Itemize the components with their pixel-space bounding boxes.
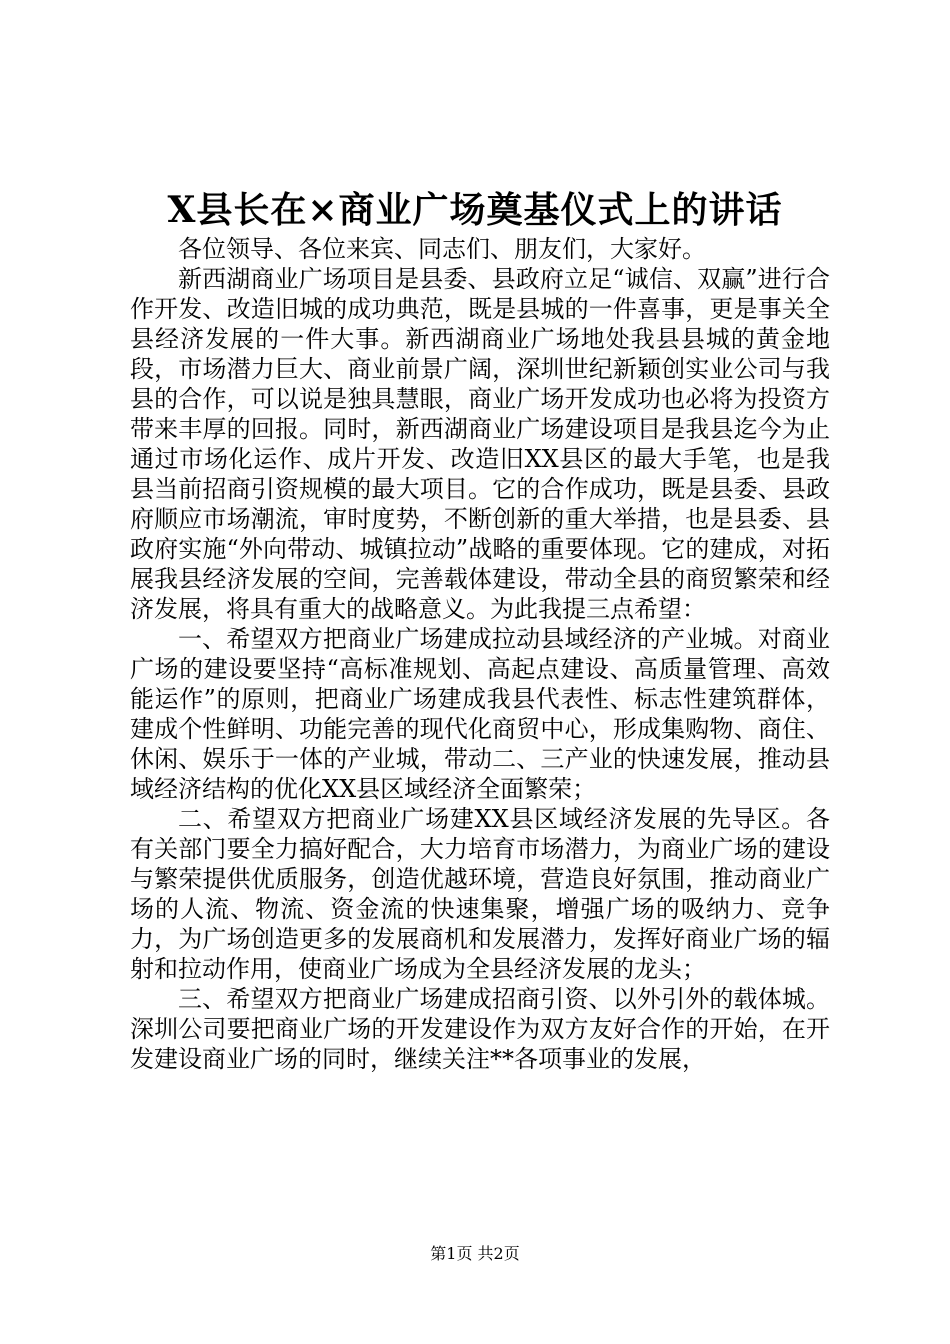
paragraph-hope-one: 一、希望双方把商业广场建成拉动县域经济的产业城。对商业广场的建设要坚持“高标准规划、高起点建设、高质量管理、高效能运作”的原则，把商业广场建成我县代表性、标志性建筑群体，建成个性鲜明、功能完善的现代化商贸中心，形成集购物、商住、休闲、娱乐于一体的产业城，带动二、三产业的快速发展，推动县域经济结构的优化XX县区域经济全面繁荣； (130, 625, 830, 803)
paragraph-hope-two: 二、希望双方把商业广场建XX县区域经济发展的先导区。各有关部门要全力搞好配合，大力培育市场潜力，为商业广场的建设与繁荣提供优质服务，创造优越环境，营造良好氛围，推动商业广场的人流、物流、资金流的快速集聚，增强广场的吸纳力、竞争力，为广场创造更多的发展商机和发展潜力，发挥好商业广场的辐射和拉动作用，使商业广场成为全县经济发展的龙头； (130, 805, 830, 983)
paragraph-introduction: 新西湖商业广场项目是县委、县政府立足“诚信、双赢”进行合作开发、改造旧城的成功典范，既是县城的一件喜事，更是事关全县经济发展的一件大事。新西湖商业广场地处我县县城的黄金地段，市场潜力巨大、商业前景广阔，深圳世纪新颖创实业公司与我县的合作，可以说是独具慧眼，商业广场开发成功也必将为投资方带来丰厚的回报。同时，新西湖商业广场建设项目是我县迄今为止通过市场化运作、成片开发、改造旧XX县区的最大手笔，也是我县当前招商引资规模的最大项目。它的合作成功，既是县委、县政府顺应市场潮流，审时度势，不断创新的重大举措，也是县委、县政府实施“外向带动、城镇拉动”战略的重要体现。它的建成，对拓展我县经济发展的空间，完善载体建设，带动全县的商贸繁荣和经济发展，将具有重大的战略意义。为此我提三点希望： (130, 265, 830, 623)
paragraph-hope-three: 三、希望双方把商业广场建成招商引资、以外引外的载体城。深圳公司要把商业广场的开发建设作为双方友好合作的开始，在开发建设商业广场的同时，继续关注**各项事业的发展， (130, 985, 830, 1073)
document-title: X县长在×商业广场奠基仪式上的讲话 (167, 189, 783, 231)
paragraph-greeting: 各位领导、各位来宾、同志们、朋友们，大家好。 (178, 235, 706, 263)
document-body (130, 234, 830, 1074)
page-number-footer: 第1页 共2页 (430, 1244, 520, 1263)
